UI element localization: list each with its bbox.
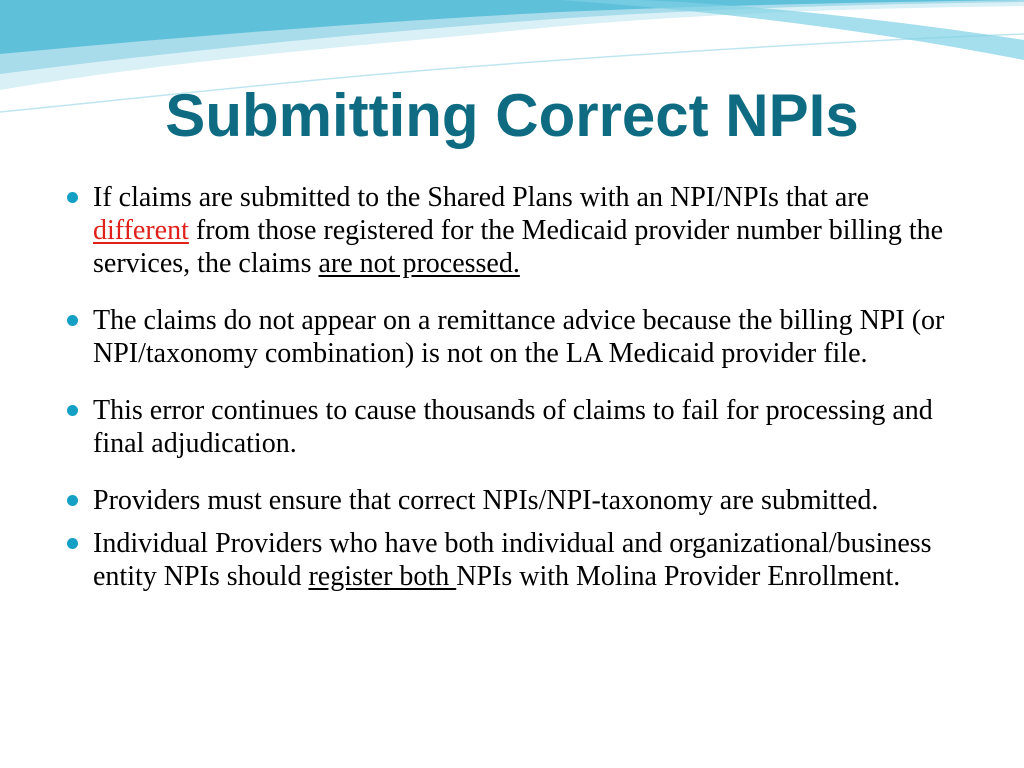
bullet-list: [66, 181, 946, 593]
slide-title: Submitting Correct NPIs: [165, 82, 859, 149]
bullet-item-individual-providers: [66, 527, 946, 593]
emphasis-different: different: [93, 215, 189, 246]
bullet-text: Providers must ensure that correct NPIs/NPI-taxonomy are submitted.: [93, 485, 879, 516]
bullet-dot-icon: [67, 405, 78, 416]
bullet-dot-icon: [67, 315, 78, 326]
bullet-item-claims-rejected: [66, 181, 946, 280]
bullet-text: NPIs with Molina Provider Enrollment.: [456, 561, 901, 592]
bullet-text: The claims do not appear on a remittance advice because the billing NPI (or NPI/taxonomy combination) is not on the LA Medicaid provider file.: [93, 305, 945, 369]
bullet-item-remittance: [66, 304, 946, 370]
bullet-dot-icon: [67, 538, 78, 549]
emphasis-register-both: register both: [308, 561, 457, 592]
bullet-text: Individual Providers who have both individual and organizational/business entity NPIs should: [93, 528, 932, 592]
bullet-text: This error continues to cause thousands of claims to fail for processing and final adjudication.: [93, 395, 933, 459]
bullet-text: from those registered for the Medicaid provider number billing the services, the claims: [93, 215, 944, 279]
emphasis-not-processed: are not processed.: [318, 248, 520, 279]
bullet-text: If claims are submitted to the Shared Plans with an NPI/NPIs that are: [93, 182, 870, 213]
bullet-dot-icon: [67, 192, 78, 203]
bullet-item-error: [66, 394, 946, 460]
bullet-item-ensure: [66, 484, 946, 517]
bullet-dot-icon: [67, 495, 78, 506]
